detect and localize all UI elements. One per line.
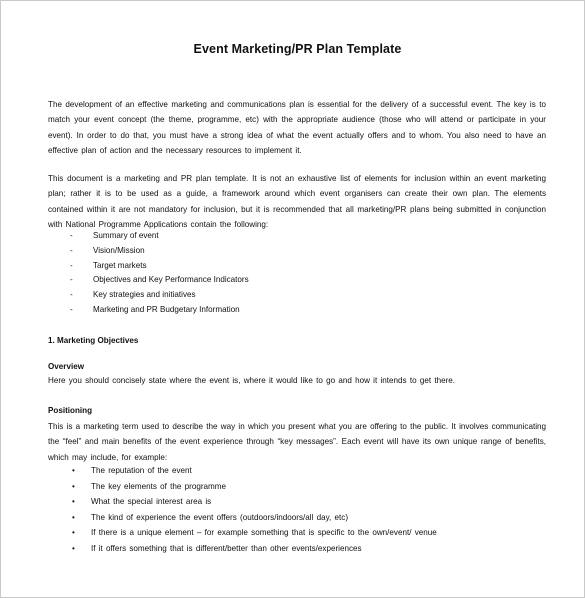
list-item: • The key elements of the programme bbox=[72, 479, 532, 495]
dash-marker: - bbox=[70, 245, 73, 255]
benefits-list bbox=[72, 463, 532, 556]
list-item: • The reputation of the event bbox=[72, 463, 532, 479]
list-item: - Summary of event bbox=[70, 229, 470, 244]
list-item: - Objectives and Key Performance Indicators bbox=[70, 273, 470, 288]
section-heading-marketing-objectives: 1. Marketing Objectives bbox=[48, 336, 139, 345]
list-item: - Target markets bbox=[70, 259, 470, 274]
bullet-icon: • bbox=[72, 512, 75, 522]
bullet-icon: • bbox=[72, 466, 75, 475]
document-title: Event Marketing/PR Plan Template bbox=[193, 42, 402, 56]
bullet-icon: • bbox=[72, 528, 75, 537]
bullet-icon: • bbox=[72, 543, 75, 553]
list-item: • The kind of experience the event offers (outdoors/indoors/all day, etc) bbox=[72, 510, 532, 526]
bullet-icon: • bbox=[72, 481, 75, 491]
intro-paragraph: The development of an effective marketing and communications plan is essential for the delivery of a successful event. The key is to match your event concept (the theme, programme, etc) with the appropriate audience (those who will attend or participate in your event). In order to do that, you must have a strong idea of what the event actually offers and to whom. You also need to have an effective plan of action and the necessary resources to implement it. bbox=[48, 100, 546, 156]
purpose-paragraph: This document is a marketing and PR plan template. It is not an exhaustive list of elements for inclusion within an event marketing plan; rather it is to be used as a guide, a framework around which event organisers can create their own plan. The elements contained within it are not mandatory for inclusion, but it is recommended that all marketing/PR plans being submitted in conjunction with National Programme Applications contain the following: bbox=[48, 174, 546, 230]
overview-text: Here you should concisely state where the event is, where it would like to go and how it intends to get there. bbox=[48, 376, 456, 385]
list-item: - Marketing and PR Budgetary Information bbox=[70, 303, 470, 318]
contents-list bbox=[70, 229, 470, 318]
subheading-overview: Overview bbox=[48, 362, 84, 371]
dash-marker: - bbox=[70, 290, 73, 300]
bullet-icon: • bbox=[72, 497, 75, 506]
dash-marker: - bbox=[70, 304, 73, 314]
dash-marker: - bbox=[70, 231, 73, 240]
dash-marker: - bbox=[70, 275, 73, 285]
dash-marker: - bbox=[70, 260, 73, 270]
list-item: - Key strategies and initiatives bbox=[70, 288, 470, 303]
positioning-paragraph: This is a marketing term used to describe the way in which you present what you are offering to the public. It involves communicating the “feel” and main benefits of the event experience through “key messages”. Each event will have its own unique range of benefits, which may include, for example: bbox=[48, 422, 546, 462]
subheading-positioning: Positioning bbox=[48, 406, 93, 415]
list-item: - Vision/Mission bbox=[70, 244, 470, 259]
list-item: • If there is a unique element – for example something that is specific to the own/event/ venue bbox=[72, 525, 532, 541]
list-item: • What the special interest area is bbox=[72, 494, 532, 510]
list-item: • If it offers something that is different/better than other events/experiences bbox=[72, 541, 532, 557]
